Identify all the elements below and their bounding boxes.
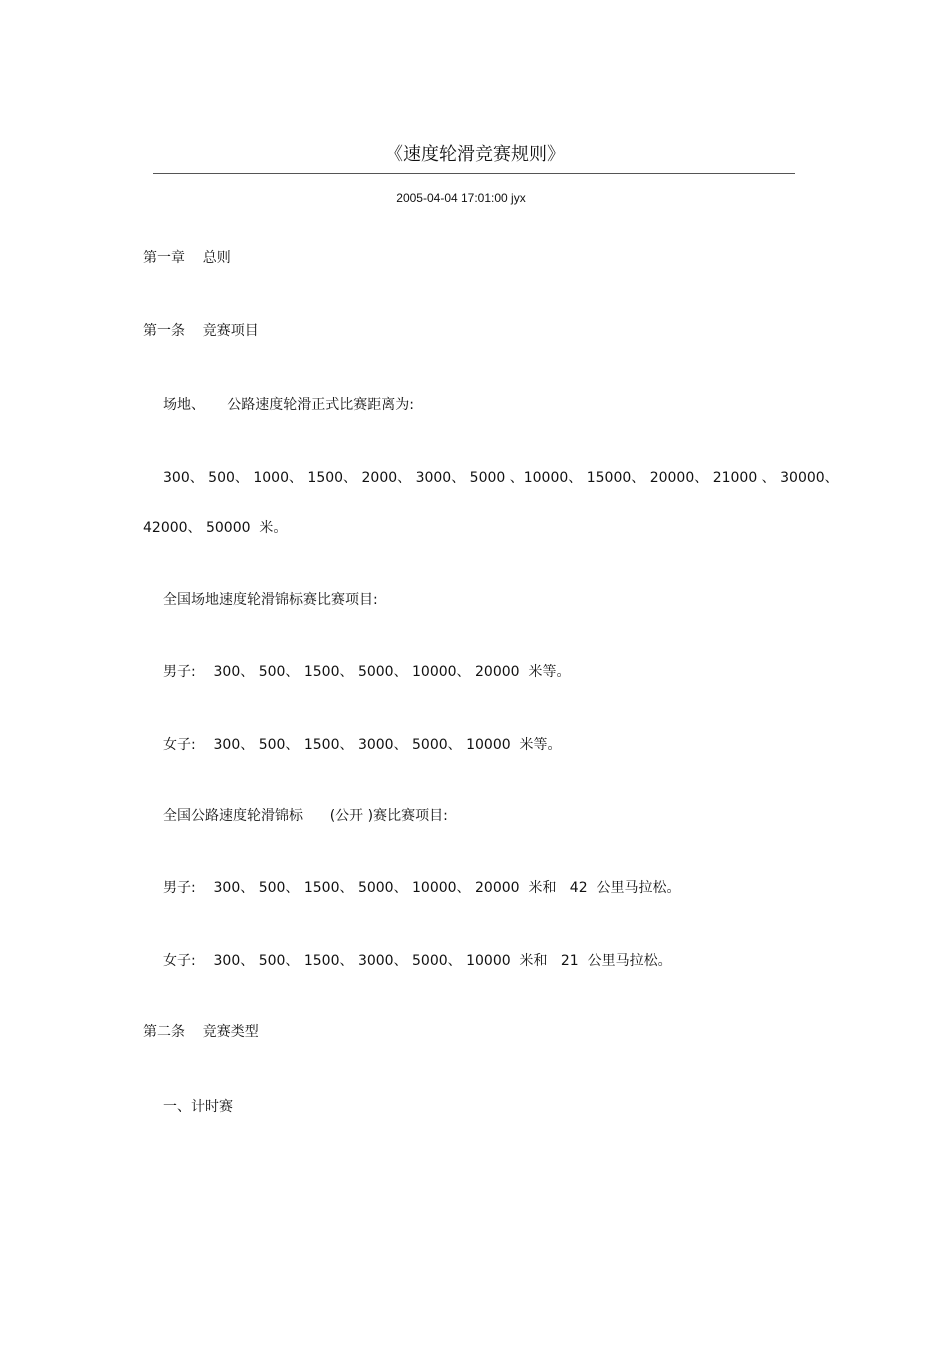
paragraph: 场地、 公路速度轮滑正式比赛距离为: (163, 397, 414, 413)
document-title: 《速度轮滑竞赛规则》 (385, 144, 565, 165)
paragraph: 一、计时赛 (163, 1099, 233, 1115)
paragraph: 女子: 300、 500、 1500、 3000、 5000、 10000 米等。 (163, 737, 562, 753)
paragraph: 男子: 300、 500、 1500、 5000、 10000、 20000 米和 42 公里马拉松。 (163, 880, 681, 896)
paragraph: 男子: 300、 500、 1500、 5000、 10000、 20000 米等。 (163, 664, 571, 680)
article-heading: 第二条 竞赛类型 (143, 1024, 259, 1040)
article-heading: 第一条 竞赛项目 (143, 323, 259, 339)
title-divider (153, 173, 795, 174)
paragraph: 42000、 50000 米。 (143, 520, 288, 536)
paragraph: 全国公路速度轮滑锦标 (公开 )赛比赛项目: (163, 808, 448, 824)
paragraph: 300、 500、 1000、 1500、 2000、 3000、 5000 、10000、 15000、 20000、 21000 、 30000、 (163, 470, 839, 486)
document-meta: 2005-04-04 17:01:00 jyx (396, 191, 526, 205)
chapter-heading: 第一章 总则 (143, 250, 231, 266)
paragraph: 全国场地速度轮滑锦标赛比赛项目: (163, 592, 378, 608)
paragraph: 女子: 300、 500、 1500、 3000、 5000、 10000 米和 21 公里马拉松。 (163, 953, 672, 969)
